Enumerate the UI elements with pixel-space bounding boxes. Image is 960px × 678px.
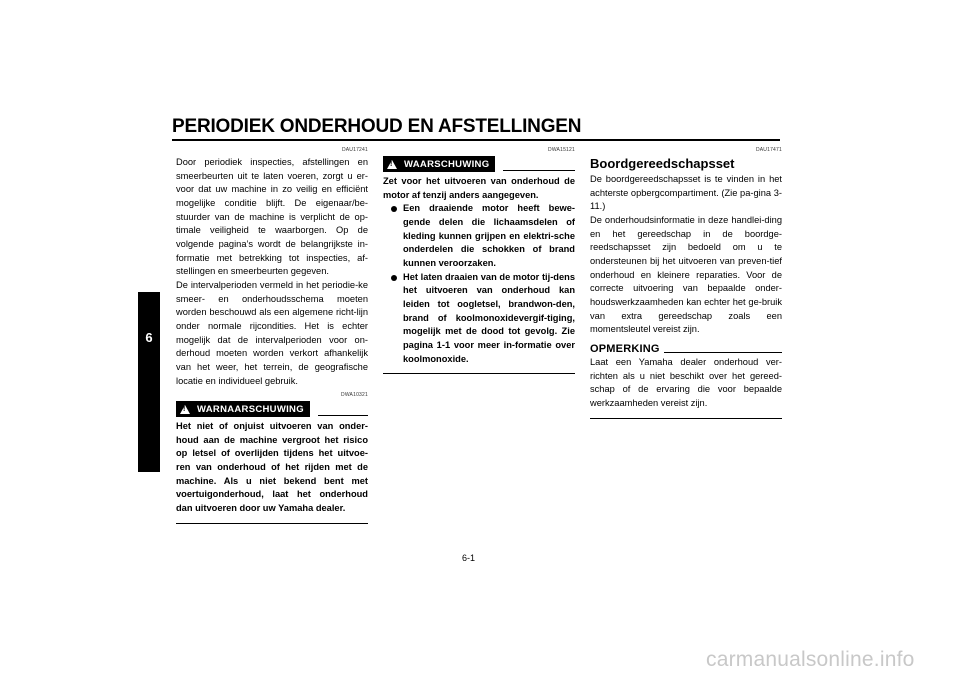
warning-code: DWA15121 — [548, 147, 575, 153]
warning-label: WARNAARSCHUWING — [197, 403, 304, 415]
warning-bullet-list — [383, 202, 575, 366]
list-item-text: Een draaiende motor heeft bewe-gende delen die lichaamsdelen of kleding kunnen grijpen en elektri-sche onderdelen die schokken of brand kunnen veroorzaken. — [403, 203, 575, 268]
intro-text — [176, 156, 368, 388]
warning-badge — [383, 156, 495, 172]
warning-text: Het niet of onjuist uitvoeren van onder-houd aan de machine vergroot het risico op letsel of overlijden tijdens het uitvoe-ren van onderhoud of het rijden met de machine. Als u niet bekend bent met voertuigonderhoud, laat het onderhoud dan uitvoeren door uw Yamaha dealer. — [176, 421, 368, 514]
section-code: DAU17471 — [755, 147, 782, 153]
paragraph: De onderhoudsinformatie in deze handlei-ding en het gereedschap in de boordge-reedschapsset zijn bedoeld om u te ondersteunen bij het uitvoeren van preven-tief onderhoud en kleinere reparaties. Voor de correcte uitvoering van bepaalde onder-houdswerkzaamheden kan echter het ge-bruik van extra gereedschap zoals een momentsleutel vereist zijn. — [590, 214, 782, 335]
note-header-rule — [664, 352, 782, 353]
warning-end-rule — [383, 373, 575, 374]
warning-code: DWA10321 — [341, 392, 368, 399]
chapter-tab-label: 6 — [145, 330, 153, 345]
column-3 — [590, 147, 782, 419]
note-text: Laat een Yamaha dealer onderhoud ver-richten als u niet beschikt over het gereed-schap of de ervaring die voor bepaalde werkzaamheden vereist zijn. — [590, 356, 782, 408]
note-header — [590, 343, 782, 355]
warning-label: WAARSCHUWING — [404, 158, 490, 170]
warning-triangle-icon — [387, 160, 397, 169]
warning-header-rule — [318, 415, 368, 416]
paragraph: Door periodiek inspecties, afstellingen en smeerbeurten uit te laten voeren, zorgt u er-voor dat uw machine in zo veilig en efficiënt mogelijke conditie blijft. De eigenaar/be-stuurder van de machine is verplicht de op-timale veiligheid te waarborgen. Op de volgende pagina’s wordt de belangrijkste in-formatie met betrekking tot inspecties, af-stellingen en smeerbeurten gegeven. — [176, 157, 368, 277]
warning-header — [383, 156, 575, 172]
bullet-icon — [391, 206, 397, 212]
warning-triangle-icon — [180, 405, 190, 414]
warning-header — [176, 401, 368, 417]
note-end-rule — [590, 418, 782, 419]
column-1 — [176, 147, 368, 524]
paragraph: De intervalperioden vermeld in het periodie-ke smeer- en onderhoudsschema moeten worden beschouwd als een algemene richt-lijn onder normale rijcondities. Het is echter mogelijk dat de intervalperioden voor on-derhoud moeten worden verkort afhankelijk van het weer, het terrein, de geografische locatie en individueel gebruik. — [176, 279, 368, 386]
header-divider — [172, 139, 780, 141]
warning-end-rule — [176, 523, 368, 524]
chapter-tab — [138, 292, 160, 472]
list-item — [391, 271, 575, 367]
page-title: PERIODIEK ONDERHOUD EN AFSTELLINGEN — [172, 116, 582, 137]
list-item — [391, 202, 575, 270]
warning-badge — [176, 401, 310, 417]
note-label: OPMERKING — [590, 342, 660, 355]
watermark: carmanualsonline.info — [706, 648, 915, 671]
warning-text — [383, 175, 575, 366]
warning-intro: Zet voor het uitvoeren van onderhoud de motor af tenzij anders aangegeven. — [383, 176, 575, 200]
section-heading: Boordgereedschapsset — [590, 156, 735, 171]
page-number: 6-1 — [462, 553, 476, 563]
section-code: DAU17241 — [341, 147, 368, 153]
warning-header-rule — [503, 170, 575, 171]
section-text — [590, 173, 782, 337]
bullet-icon — [391, 275, 397, 281]
column-2 — [383, 147, 575, 374]
list-item-text: Het laten draaien van de motor tij-dens het uitvoeren van onderhoud kan leiden tot oogletsel, brandwon-den, brand of koolmonoxidevergif-tiging, mogelijk met de dood tot gevolg. Zie pagina 1-1 voor meer in-formatie over koolmonoxide. — [403, 271, 575, 364]
paragraph: De boordgereedschapsset is te vinden in het achterste opbergcompartiment. (Zie pa-gina 3-11.) — [590, 174, 782, 212]
